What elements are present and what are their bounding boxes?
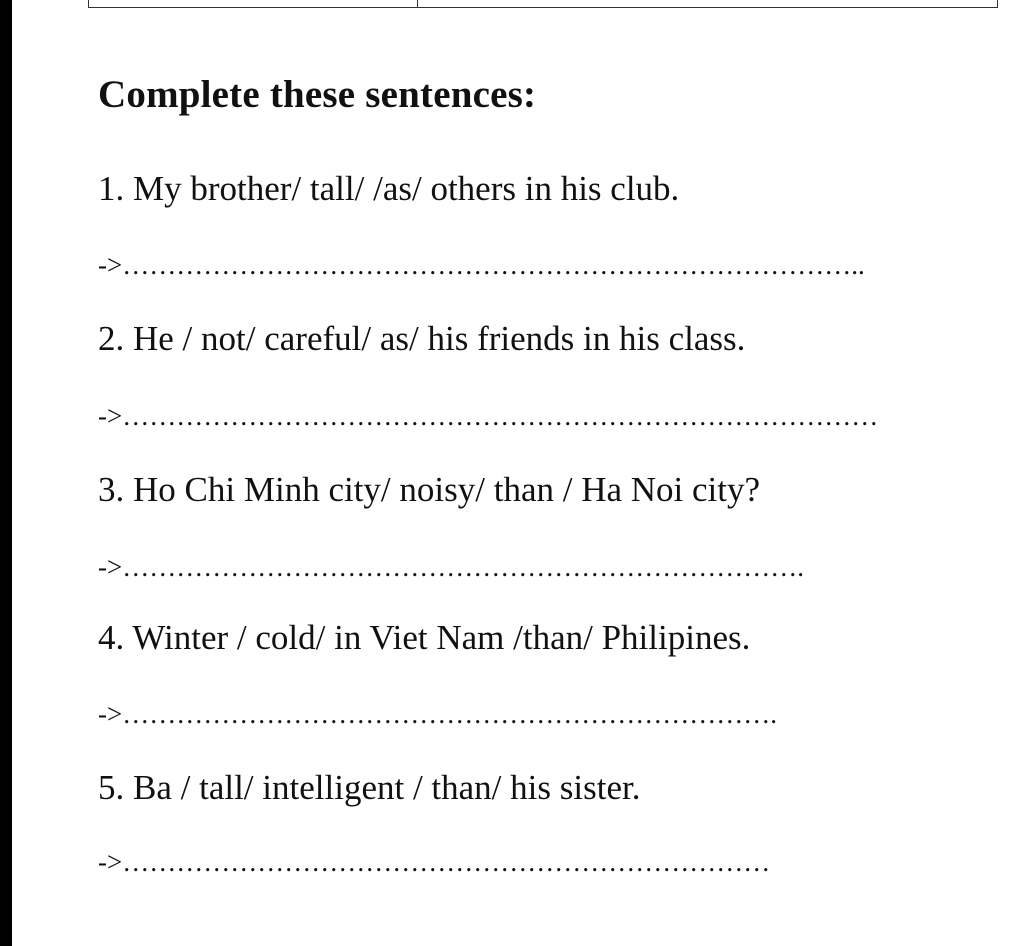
table-cell-divider [417,0,418,7]
answer-line-5: ->……………………………………………………………… [98,847,771,877]
sentence-prompt-3: 3. Ho Chi Minh city/ noisy/ than / Ha Noi city? [98,470,761,509]
sentence-prompt-2: 2. He / not/ careful/ as/ his friends in his class. [98,319,746,358]
sentence-prompt-4: 4. Winter / cold/ in Viet Nam /than/ Philipines. [98,618,751,657]
sentence-prompt-1: 1. My brother/ tall/ /as/ others in his club. [98,169,680,208]
left-dark-border [0,0,12,946]
answer-line-1: ->……………………………………………………………………….. [98,250,865,280]
sentence-prompt-5: 5. Ba / tall/ intelligent / than/ his sister. [98,768,641,807]
exercise-heading: Complete these sentences: [98,73,537,116]
answer-line-2: ->………………………………………………………………………… [98,401,879,431]
answer-line-3: ->…………………………………………………………………. [98,552,804,582]
top-table-fragment [88,0,998,8]
answer-line-4: ->………………………………………………………………. [98,699,777,729]
